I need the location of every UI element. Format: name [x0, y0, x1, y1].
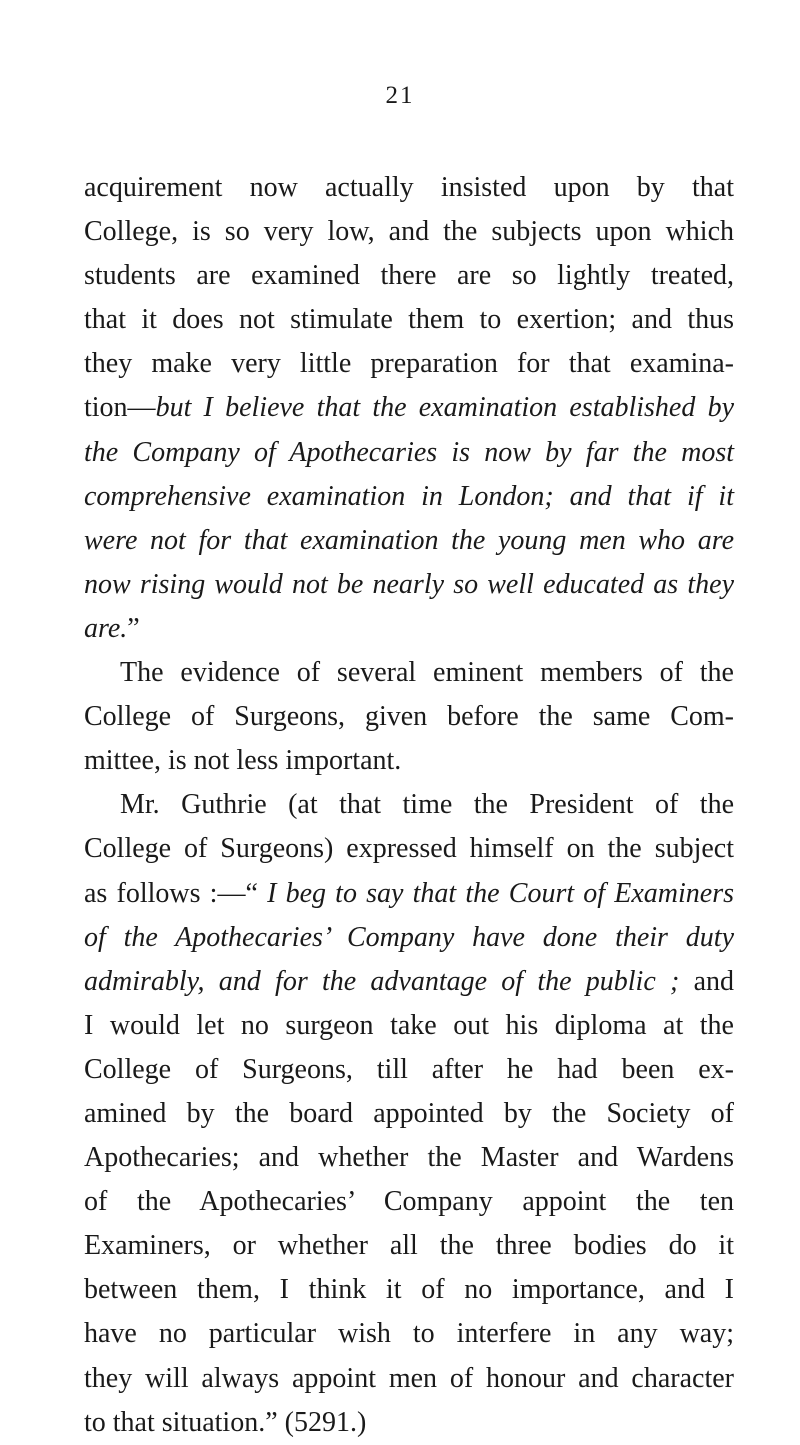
- text-line: [84, 739, 734, 783]
- text-line: [84, 916, 734, 960]
- text-segment: students are examined there are so lightly treated,: [84, 260, 734, 292]
- text-segment: acquirement now actually insisted upon by that: [84, 172, 734, 203]
- italic-text: were not for that examination the young men who are: [84, 524, 734, 556]
- text-line: [84, 1004, 734, 1048]
- page-number: 21: [385, 82, 415, 109]
- text-segment: mittee, is not less important.: [84, 745, 402, 777]
- text-segment: I would let no surgeon take out his diploma at the: [84, 1009, 734, 1041]
- italic-text: the Company of Apothecaries is now by far the most: [84, 436, 734, 468]
- text-line: [84, 519, 734, 563]
- text-line: [84, 1136, 734, 1180]
- text-line: [84, 651, 734, 695]
- italic-text: I beg to say that the Court of Examiners: [267, 877, 735, 909]
- text-line: [84, 1092, 734, 1136]
- text-segment: they will always appoint men of honour and character: [84, 1362, 734, 1394]
- body-text: [84, 166, 734, 1445]
- text-line: [84, 1048, 734, 1092]
- text-line: [84, 783, 734, 827]
- text-segment: College of Surgeons, till after he had been ex-: [84, 1053, 734, 1085]
- text-line: [84, 210, 734, 254]
- text-segment: College of Surgeons) expressed himself on the subject: [84, 833, 734, 865]
- text-line: [84, 342, 734, 386]
- text-line: [84, 695, 734, 739]
- text-segment: The evidence of several eminent members of the: [120, 657, 734, 689]
- text-line: [84, 607, 734, 651]
- text-line: [84, 1180, 734, 1224]
- text-segment: and: [679, 965, 734, 997]
- text-line: [84, 1312, 734, 1356]
- text-segment: Apothecaries; and whether the Master and Wardens: [84, 1142, 734, 1174]
- text-line: [84, 475, 734, 519]
- text-segment: they make very little preparation for that examina-: [84, 348, 734, 380]
- italic-text: but I believe that the examination established by: [155, 392, 734, 424]
- italic-text: admirably, and for the advantage of the public ;: [84, 965, 680, 997]
- text-line: [84, 960, 734, 1004]
- italic-text: comprehensive examination in London; and that if it: [84, 480, 734, 512]
- text-line: [84, 1224, 734, 1268]
- text-line: [84, 431, 734, 475]
- text-segment: between them, I think it of no importance, and I: [84, 1274, 734, 1306]
- text-line: [84, 1268, 734, 1312]
- text-segment: Examiners, or whether all the three bodies do it: [84, 1230, 734, 1262]
- text-segment: tion—: [84, 392, 156, 424]
- text-line: [84, 166, 734, 210]
- text-segment: to that situation.” (5291.): [84, 1406, 367, 1438]
- text-segment: have no particular wish to interfere in any way;: [84, 1318, 734, 1350]
- text-line: [84, 872, 734, 916]
- text-line: [84, 386, 734, 430]
- italic-text: of the Apothecaries’ Company have done their duty: [84, 921, 734, 953]
- text-segment: Mr. Guthrie (at that time the President of the: [120, 789, 734, 821]
- text-segment: College, is so very low, and the subjects upon which: [84, 216, 734, 248]
- italic-text: now rising would not be nearly so well educated as they: [84, 568, 734, 600]
- text-line: [84, 1401, 734, 1445]
- text-line: [84, 298, 734, 342]
- text-line: [84, 563, 734, 607]
- text-segment: that it does not stimulate them to exertion; and thus: [84, 304, 734, 336]
- text-segment: as follows :—“: [84, 877, 268, 909]
- text-line: [84, 1357, 734, 1401]
- text-segment: College of Surgeons, given before the same Com-: [84, 701, 734, 733]
- text-line: [84, 254, 734, 298]
- text-segment: amined by the board appointed by the Society of: [84, 1097, 734, 1129]
- text-segment: ”: [127, 612, 140, 644]
- text-line: [84, 827, 734, 871]
- italic-text: are.: [84, 612, 128, 644]
- text-segment: of the Apothecaries’ Company appoint the ten: [84, 1186, 734, 1218]
